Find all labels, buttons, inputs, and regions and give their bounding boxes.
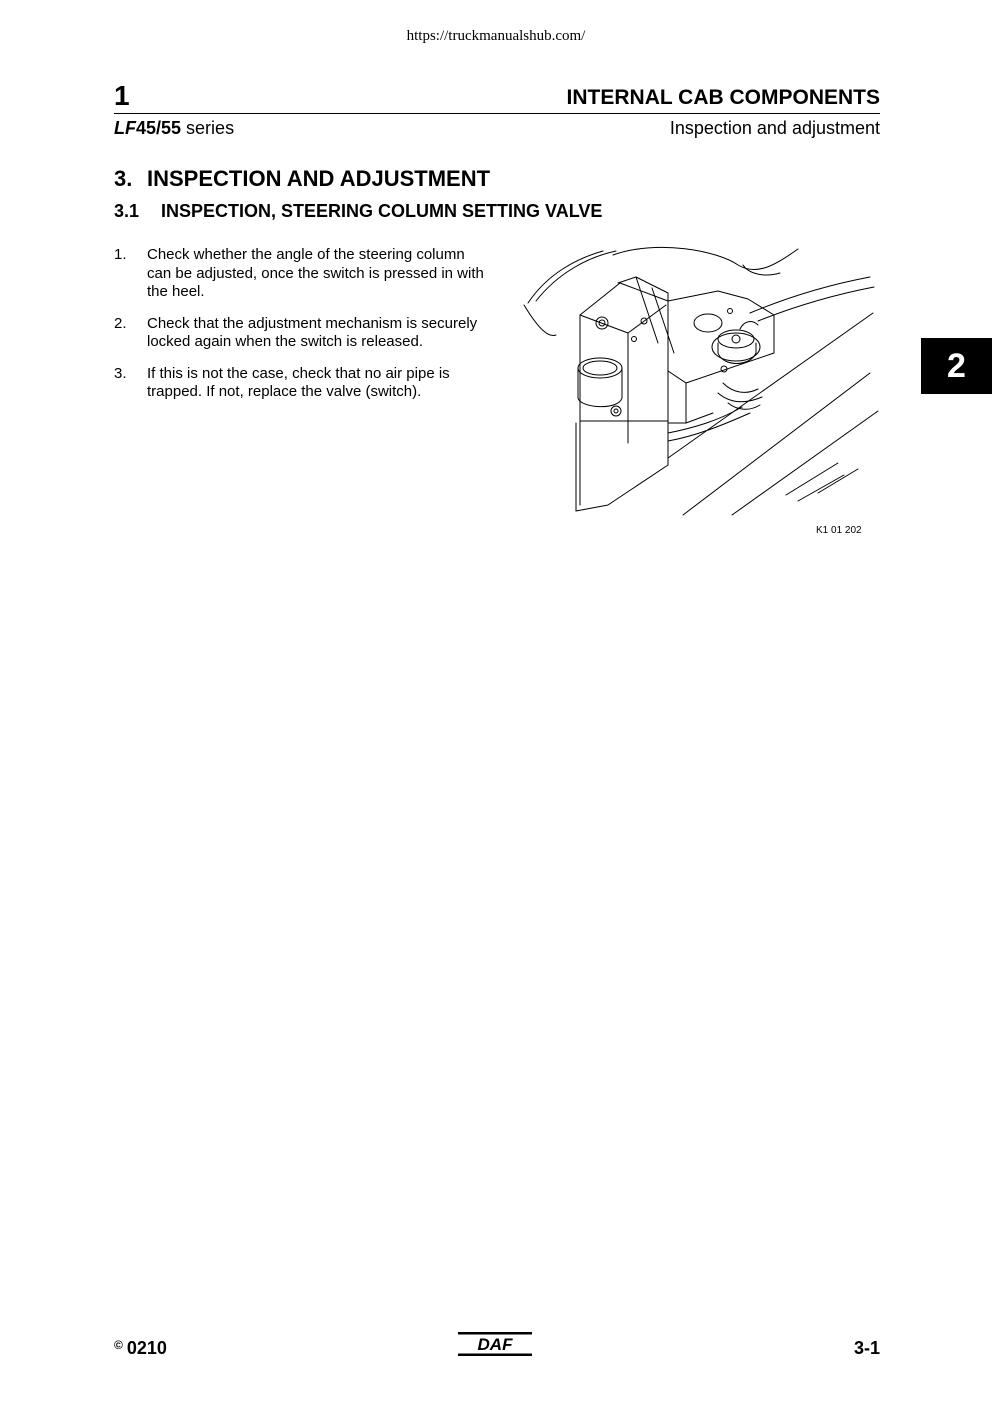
chapter-title: INTERNAL CAB COMPONENTS bbox=[566, 86, 880, 109]
procedure-steps bbox=[114, 246, 484, 415]
series-label bbox=[114, 118, 234, 139]
step-item bbox=[114, 246, 484, 302]
section-subtitle: Inspection and adjustment bbox=[669, 118, 880, 138]
step-item bbox=[114, 315, 484, 352]
step-item bbox=[114, 365, 484, 402]
edition-code: 0210 bbox=[126, 1338, 167, 1358]
section-title: INSPECTION AND ADJUSTMENT bbox=[147, 166, 491, 191]
step-number: 2. bbox=[114, 314, 127, 332]
series-model: LF bbox=[114, 118, 136, 138]
figure-code: K1 01 202 bbox=[816, 525, 862, 536]
subsection-number: 3.1 bbox=[114, 201, 140, 221]
logo-text: DAF bbox=[477, 1335, 513, 1354]
copyright-symbol: © bbox=[114, 1338, 123, 1352]
series-suffix: series bbox=[181, 118, 235, 138]
footer-edition bbox=[114, 1338, 167, 1359]
section-number: 3. bbox=[114, 166, 133, 191]
header-rule bbox=[114, 113, 880, 114]
step-text: If this is not the case, check that no air pipe is trapped. If not, replace the valve (switch). bbox=[147, 364, 450, 400]
page-number: 3-1 bbox=[853, 1338, 880, 1358]
subsection-heading bbox=[114, 201, 602, 222]
source-url: https://truckmanualshub.com/ bbox=[406, 28, 586, 44]
series-number: 45/55 bbox=[136, 118, 182, 138]
step-number: 3. bbox=[114, 364, 127, 382]
steering-column-valve-illustration bbox=[518, 243, 880, 523]
step-number: 1. bbox=[114, 246, 127, 263]
daf-logo bbox=[458, 1332, 532, 1356]
chapter-tab: 2 bbox=[921, 338, 992, 394]
step-text: Check whether the angle of the steering column can be adjusted, once the switch is pressed in with the heel. bbox=[147, 246, 484, 300]
section-heading bbox=[114, 166, 490, 192]
subsection-title: INSPECTION, STEERING COLUMN SETTING VALVE bbox=[161, 201, 603, 221]
step-text: Check that the adjustment mechanism is securely locked again when the switch is released. bbox=[147, 314, 478, 350]
chapter-number: 1 bbox=[114, 80, 130, 111]
